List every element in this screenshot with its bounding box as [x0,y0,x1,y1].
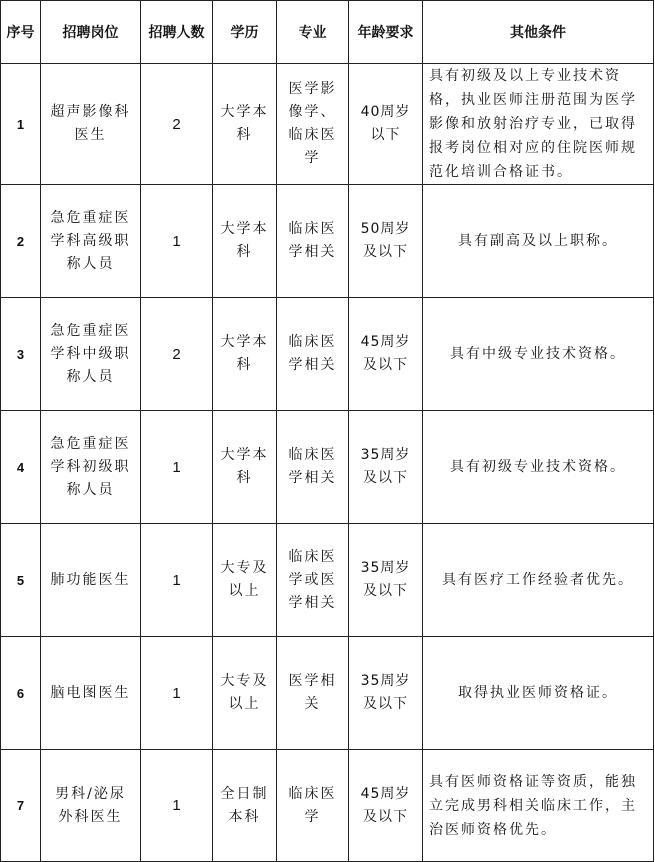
cell-education-text: 大学本科 [220,447,269,486]
table-row [1,185,654,298]
cell-age-text: 40周岁以下 [360,104,411,143]
table-row [1,411,654,524]
cell-index: 2 [1,185,41,298]
cell-position [41,524,141,637]
cell-education-text: 大学本科 [220,334,269,373]
cell-education [213,185,277,298]
table-row [1,524,654,637]
cell-conditions: 具有医师资格证等资质，能独立完成男科相关临床工作，主治医师资格优先。 [423,750,654,862]
cell-position-text: 急危重症医学科中级职称人员 [50,322,131,385]
cell-age [349,750,423,862]
table-row [1,750,654,862]
table-row [1,637,654,750]
cell-major [277,637,349,750]
cell-age-text: 45周岁及以下 [360,334,411,373]
cell-count: 1 [141,750,213,862]
cell-education-text: 大学本科 [220,221,269,260]
cell-age [349,298,423,411]
header-major: 专业 [277,1,349,64]
cell-age-text: 50周岁及以下 [360,221,411,260]
cell-conditions: 具有医疗工作经验者优先。 [423,524,654,637]
cell-count: 2 [141,64,213,185]
cell-position [41,411,141,524]
cell-major [277,298,349,411]
cell-position-text: 脑电图医生 [50,684,131,701]
cell-major-text: 临床医学 [288,785,337,825]
header-count: 招聘人数 [141,1,213,64]
cell-index: 6 [1,637,41,750]
cell-position-text: 男科/泌尿外科医生 [55,785,126,825]
header-age: 年龄要求 [349,1,423,64]
cell-major [277,411,349,524]
cell-count: 1 [141,185,213,298]
cell-position-text: 急危重症医学科初级职称人员 [50,435,131,498]
cell-education [213,524,277,637]
cell-conditions: 具有初级及以上专业技术资格，执业医师注册范围为医学影像和放射治疗专业，已取得报考岗位相对应的住院医师规范化培训合格证书。 [423,64,654,185]
cell-education-text: 全日制本科 [220,785,269,825]
cell-education [213,411,277,524]
cell-major-text: 临床医学相关 [288,334,337,373]
cell-education [213,750,277,862]
cell-position [41,750,141,862]
table-row [1,298,654,411]
cell-age-text: 45周岁及以下 [360,785,411,825]
cell-conditions: 具有初级专业技术资格。 [423,411,654,524]
cell-education-text: 大专及以上 [220,673,269,712]
cell-age [349,524,423,637]
cell-count: 1 [141,411,213,524]
header-conditions: 其他条件 [423,1,654,64]
cell-position [41,185,141,298]
cell-position-text: 超声影像科医生 [50,104,131,143]
cell-education-text: 大学本科 [220,104,269,143]
cell-major [277,185,349,298]
cell-age [349,637,423,750]
cell-count: 1 [141,524,213,637]
cell-position [41,64,141,185]
cell-age [349,64,423,185]
cell-count: 2 [141,298,213,411]
cell-education [213,64,277,185]
cell-index: 5 [1,524,41,637]
cell-major-text: 临床医学或医学相关 [288,548,337,611]
cell-age-text: 35周岁及以下 [360,673,411,712]
cell-age [349,185,423,298]
cell-education [213,637,277,750]
cell-major-text: 医学影像学、临床医学 [288,81,337,166]
cell-count: 1 [141,637,213,750]
header-index: 序号 [1,1,41,64]
cell-index: 4 [1,411,41,524]
cell-position-text: 急危重症医学科高级职称人员 [50,209,131,272]
cell-position-text: 肺功能医生 [50,571,131,588]
cell-position [41,298,141,411]
cell-major [277,750,349,862]
cell-index: 1 [1,64,41,185]
cell-education-text: 大专及以上 [220,560,269,599]
cell-major [277,524,349,637]
cell-index: 7 [1,750,41,862]
cell-position [41,637,141,750]
cell-conditions: 具有副高及以上职称。 [423,185,654,298]
cell-major-text: 临床医学相关 [288,221,337,260]
cell-education [213,298,277,411]
cell-major-text: 医学相关 [288,673,337,712]
cell-major [277,64,349,185]
cell-age-text: 35周岁及以下 [360,447,411,486]
cell-age-text: 35周岁及以下 [360,560,411,599]
cell-conditions: 具有中级专业技术资格。 [423,298,654,411]
cell-major-text: 临床医学相关 [288,447,337,486]
cell-age [349,411,423,524]
cell-conditions: 取得执业医师资格证。 [423,637,654,750]
table-header-row [1,1,654,64]
header-education: 学历 [213,1,277,64]
cell-index: 3 [1,298,41,411]
header-position: 招聘岗位 [41,1,141,64]
table-row [1,64,654,185]
